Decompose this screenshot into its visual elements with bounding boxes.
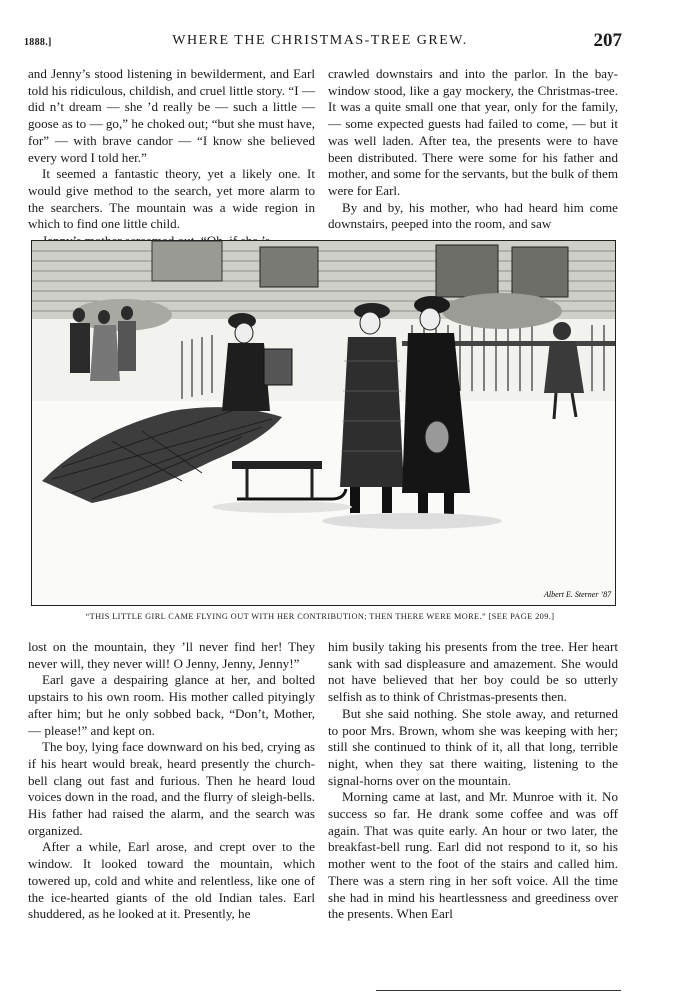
column-top-left bbox=[28, 66, 315, 250]
paragraph: After a while, Earl arose, and crept over to the window. It looked toward the mountain, which towered up, cold and white and relentless, like one of the ice-hearted giants of the old Indian tales. Earl shuddered, as he looked at it. Presently, he bbox=[28, 839, 315, 922]
column-bottom-right bbox=[328, 639, 618, 923]
paragraph: It seemed a fantastic theory, yet a likely one. It would give method to the search, yet more alarm to the searchers. The mountain was a wide region in which to find one little child. bbox=[28, 166, 315, 232]
paragraph: lost on the mountain, they ’ll never find her! They never will, they never will! O Jenny, Jenny, Jenny!” bbox=[28, 639, 315, 671]
column-top-right bbox=[328, 66, 618, 233]
paragraph: and Jenny’s stood listening in bewilderment, and Earl told his ridiculous, childish, and cruel little story. “I — did n’t dream — she ’d really be — such a little — goose as to — go,” he choked out; “but she must have, for” — with brave candor — “I know she believed every word I told her.” bbox=[28, 66, 315, 165]
page-number: 207 bbox=[593, 30, 622, 51]
winter-street-scene bbox=[32, 241, 615, 605]
paragraph: crawled downstairs and into the parlor. In the bay-window stood, like a gay mockery, the Christmas-tree. It was a quite small one that year, only for the family, — some expected guests had failed to come, — but it was well laden. After tea, the presents were to have been distributed. There were some for his father and mother, and some for the servants, but the bulk of them were for Earl. bbox=[328, 66, 618, 198]
paragraph: The boy, lying face downward on his bed, crying as if his heart would break, heard presently the church-bell clang out fast and furious. Then he heard loud voices down in the road, and the flurry of sleigh-bells. His father had raised the alarm, and the search was organized. bbox=[28, 739, 315, 838]
illustration-caption: “THIS LITTLE GIRL CAME FLYING OUT WITH HER CONTRIBUTION; THEN THERE WERE MORE.” [SEE PAGE 209.] bbox=[85, 612, 555, 621]
paragraph: But she said nothing. She stole away, and returned to poor Mrs. Brown, whom she was keeping with her; still she continued to think of it, all that long, terrible night, when they sat there waiting, listening to the signal-horns over on the mountain. bbox=[328, 705, 618, 788]
footer-rule bbox=[376, 990, 621, 991]
paragraph: him busily taking his presents from the tree. Her heart sank with sad displeasure and amazement. She would not have believed that her boy could be so utterly selfish as to think of Christmas-presents then. bbox=[328, 639, 618, 705]
paragraph: Morning came at last, and Mr. Munroe with it. No success so far. He drank some coffee and was off again. That was quite early. An hour or two later, the breakfast-bell rung. Earl did not respond to it, so his mother went to the foot of the stairs and called him. There was a stern ring in her soft voice. All the time she had in mind his heartlessness and greediness over the presents. When Earl bbox=[328, 789, 618, 922]
artist-signature: Albert E. Sterner ’87 bbox=[544, 590, 612, 599]
engraving-illustration bbox=[31, 240, 616, 606]
header-title: WHERE THE CHRISTMAS-TREE GREW. bbox=[172, 33, 468, 48]
paragraph: Earl gave a despairing glance at her, and bolted upstairs to his own room. His mother called pityingly after him; but he only sobbed back, “Don’t, Mother, — please!” and kept on. bbox=[28, 672, 315, 738]
column-bottom-left bbox=[28, 639, 315, 923]
header-year: 1888.] bbox=[24, 37, 52, 48]
running-header bbox=[24, 30, 622, 53]
paragraph: By and by, his mother, who had heard him come downstairs, peeped into the room, and saw bbox=[328, 199, 618, 232]
